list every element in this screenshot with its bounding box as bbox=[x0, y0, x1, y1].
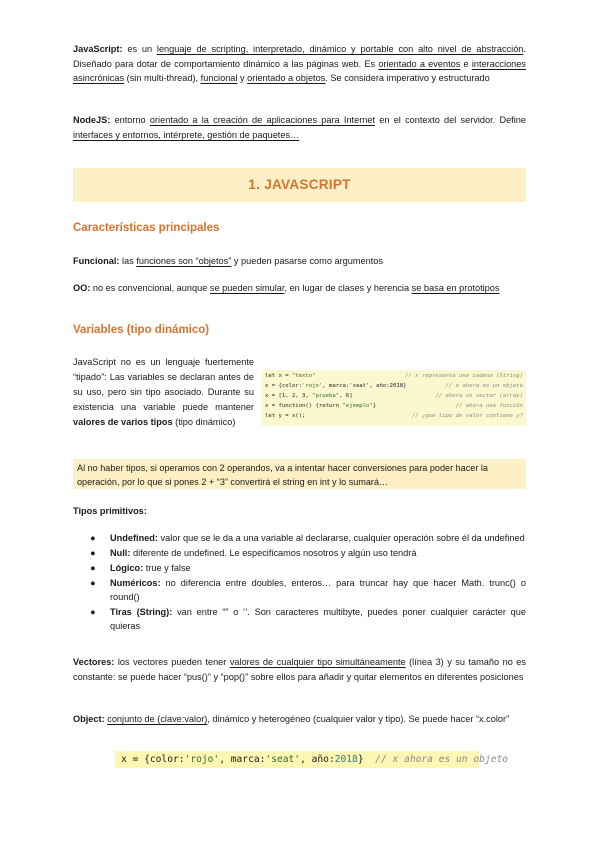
list-item bbox=[90, 605, 526, 633]
code-text: , marca: bbox=[219, 754, 266, 765]
underlined-text: funcional bbox=[200, 73, 238, 84]
item-text: no diferencia entre doubles, enteros… para truncar hay que hacer Math. trunc() o round() bbox=[110, 578, 526, 602]
code-number: 2018 bbox=[334, 754, 358, 765]
text: (línea 3) y su tamaño no es constante: se puede hacer “pus()” y “pop()” sobre ellos para añadir y quitar elementos en diferentes posiciones bbox=[73, 657, 526, 682]
funcional-label: Funcional: bbox=[73, 256, 120, 266]
code-text: , marca:'seat', año:2018} bbox=[322, 383, 407, 389]
code-text: x = [1, 2, 3, bbox=[265, 393, 313, 399]
item-label: Tiras (String): bbox=[110, 607, 173, 617]
oo-paragraph bbox=[73, 281, 526, 296]
heading-tipos-primitivos: Tipos primitivos: bbox=[73, 506, 147, 516]
text: entorno bbox=[110, 115, 150, 125]
list-item bbox=[90, 531, 526, 545]
bold-text: valores de varios tipos bbox=[73, 417, 173, 427]
text: JavaScript no es un lenguaje fuertemente “tipado”: Las variables se declaran antes de su uso, pero sin tipo asociado. Durante su existencia una variable puede mantener bbox=[73, 357, 254, 412]
underlined-text: conjunto de (clave:valor) bbox=[107, 714, 208, 724]
code-text: x = {color: bbox=[265, 383, 303, 389]
code-comment: // ¿qué tipo de valor contiene y? bbox=[411, 413, 523, 419]
text: no es convencional, aunque bbox=[90, 283, 210, 293]
underlined-text: lenguaje de scripting, interpretado, dinámico y portable con alto nivel de abstracción bbox=[156, 44, 524, 54]
code-text: x = {color: bbox=[121, 754, 185, 765]
code-text: let y = x(); bbox=[265, 413, 306, 419]
item-label: Lógico: bbox=[110, 563, 144, 573]
nodejs-label: NodeJS: bbox=[73, 115, 111, 125]
list-item bbox=[90, 546, 526, 560]
text: e bbox=[460, 58, 472, 69]
text: los vectores pueden tener bbox=[114, 657, 230, 667]
code-line bbox=[265, 382, 406, 390]
underlined-text: funciones son “objetos” bbox=[136, 256, 232, 266]
code-line bbox=[265, 412, 305, 420]
text: , en lugar de clases y herencia bbox=[284, 283, 412, 293]
item-text: van entre “” o ‘’. Son caracteres multibyte, puedes poner cualquier carácter que quieras bbox=[110, 607, 526, 631]
code-string: 'rojo' bbox=[184, 754, 220, 765]
underlined-text: interfaces y entornos, intérprete, gestión de paquetes… bbox=[73, 129, 300, 140]
underlined-text: se pueden simular bbox=[209, 283, 285, 293]
code-string: "ejemplo" bbox=[342, 403, 373, 409]
heading-caracteristicas: Características principales bbox=[73, 222, 220, 234]
text: , dinámico y heterogéneo (cualquier valor y tipo). Se puede hacer “x.color” bbox=[207, 714, 510, 724]
javascript-definition bbox=[73, 42, 526, 86]
item-label: Null: bbox=[110, 548, 131, 558]
code-text: , año: bbox=[300, 754, 335, 765]
oo-label: OO: bbox=[73, 283, 91, 293]
text: . Se considera imperativo y estructurado bbox=[325, 73, 490, 84]
section-title: 1. JAVASCRIPT bbox=[248, 177, 351, 192]
funcional-paragraph bbox=[73, 254, 526, 269]
item-label: Undefined: bbox=[110, 533, 158, 543]
code-line bbox=[265, 402, 376, 410]
item-text: diferente de undefined. Le especificamos nosotros y algún uso tendrá bbox=[130, 548, 417, 558]
underlined-text: orientado a eventos bbox=[378, 58, 461, 69]
section-title-box bbox=[73, 168, 526, 202]
object-code-snippet bbox=[115, 751, 509, 768]
code-line bbox=[265, 392, 353, 400]
vectores-label: Vectores: bbox=[73, 657, 115, 667]
underlined-text: orientado a la creación de aplicaciones para Internet bbox=[149, 115, 376, 125]
list-item bbox=[90, 561, 526, 575]
nodejs-definition bbox=[73, 113, 526, 142]
code-comment: // x representa una cadena (String) bbox=[405, 373, 523, 379]
code-string: "texto" bbox=[291, 373, 316, 379]
underlined-text: orientado a objetos bbox=[247, 73, 326, 84]
note-box bbox=[73, 459, 526, 489]
code-text: } bbox=[372, 403, 377, 409]
code-text: let x = bbox=[265, 373, 292, 379]
code-string: 'rojo' bbox=[302, 383, 323, 389]
code-text: x = function() {return bbox=[265, 403, 343, 409]
primitive-types-list bbox=[90, 531, 526, 634]
vectores-paragraph bbox=[73, 655, 526, 684]
note-text: Al no haber tipos, si operamos con 2 operandos, va a intentar hacer conversiones para poder hacer la operación, por lo que si pones 2 + “3” convertirá el string en int y lo sumará… bbox=[77, 463, 488, 487]
text: (tipo dinámico) bbox=[172, 417, 236, 427]
bullet-icon: ● bbox=[90, 578, 96, 588]
underlined-text: se basa en prototipos bbox=[411, 283, 500, 293]
bullet-icon: ● bbox=[90, 548, 96, 558]
object-paragraph bbox=[73, 712, 526, 727]
code-text: } bbox=[357, 754, 376, 765]
text: las bbox=[119, 256, 137, 266]
list-item bbox=[90, 576, 526, 604]
code-comment: // x ahora es un objeto bbox=[375, 754, 509, 765]
text: en el contexto del servidor. Define bbox=[375, 115, 526, 125]
bullet-icon: ● bbox=[90, 607, 96, 617]
code-line bbox=[121, 753, 508, 766]
code-comment: // ahora una función bbox=[455, 403, 523, 409]
text: y bbox=[237, 73, 248, 84]
item-text: true y false bbox=[143, 563, 191, 573]
bullet-icon: ● bbox=[90, 533, 96, 543]
object-label: Object: bbox=[73, 714, 105, 724]
code-comment: // x ahora es un objeto bbox=[445, 383, 523, 389]
underlined-text: valores de cualquier tipo simultáneamente bbox=[229, 657, 406, 667]
text: (sin multi-thread), bbox=[124, 73, 201, 84]
heading-variables: Variables (tipo dinámico) bbox=[73, 324, 210, 336]
javascript-label: JavaScript: bbox=[73, 44, 123, 54]
text: y pueden pasarse como argumentos bbox=[231, 256, 383, 266]
code-string: 'seat' bbox=[265, 754, 301, 765]
code-snippet bbox=[262, 370, 526, 426]
code-line bbox=[265, 372, 316, 380]
item-text: valor que se le da a una variable al declararse, cualquier operación sobre él da undefined bbox=[157, 533, 525, 543]
text: es un bbox=[122, 44, 157, 54]
code-comment: // ahora un vector (array) bbox=[435, 393, 523, 399]
code-string: "prueba" bbox=[312, 393, 340, 399]
text: . Diseñado para dotar de comportamiento dinámico a las páginas web. Es bbox=[73, 44, 526, 69]
code-text: , 6] bbox=[339, 393, 353, 399]
underlined-text: interacciones asincrónicas bbox=[73, 58, 526, 84]
bullet-icon: ● bbox=[90, 563, 96, 573]
variables-paragraph bbox=[73, 355, 254, 430]
item-label: Numéricos: bbox=[110, 578, 161, 588]
